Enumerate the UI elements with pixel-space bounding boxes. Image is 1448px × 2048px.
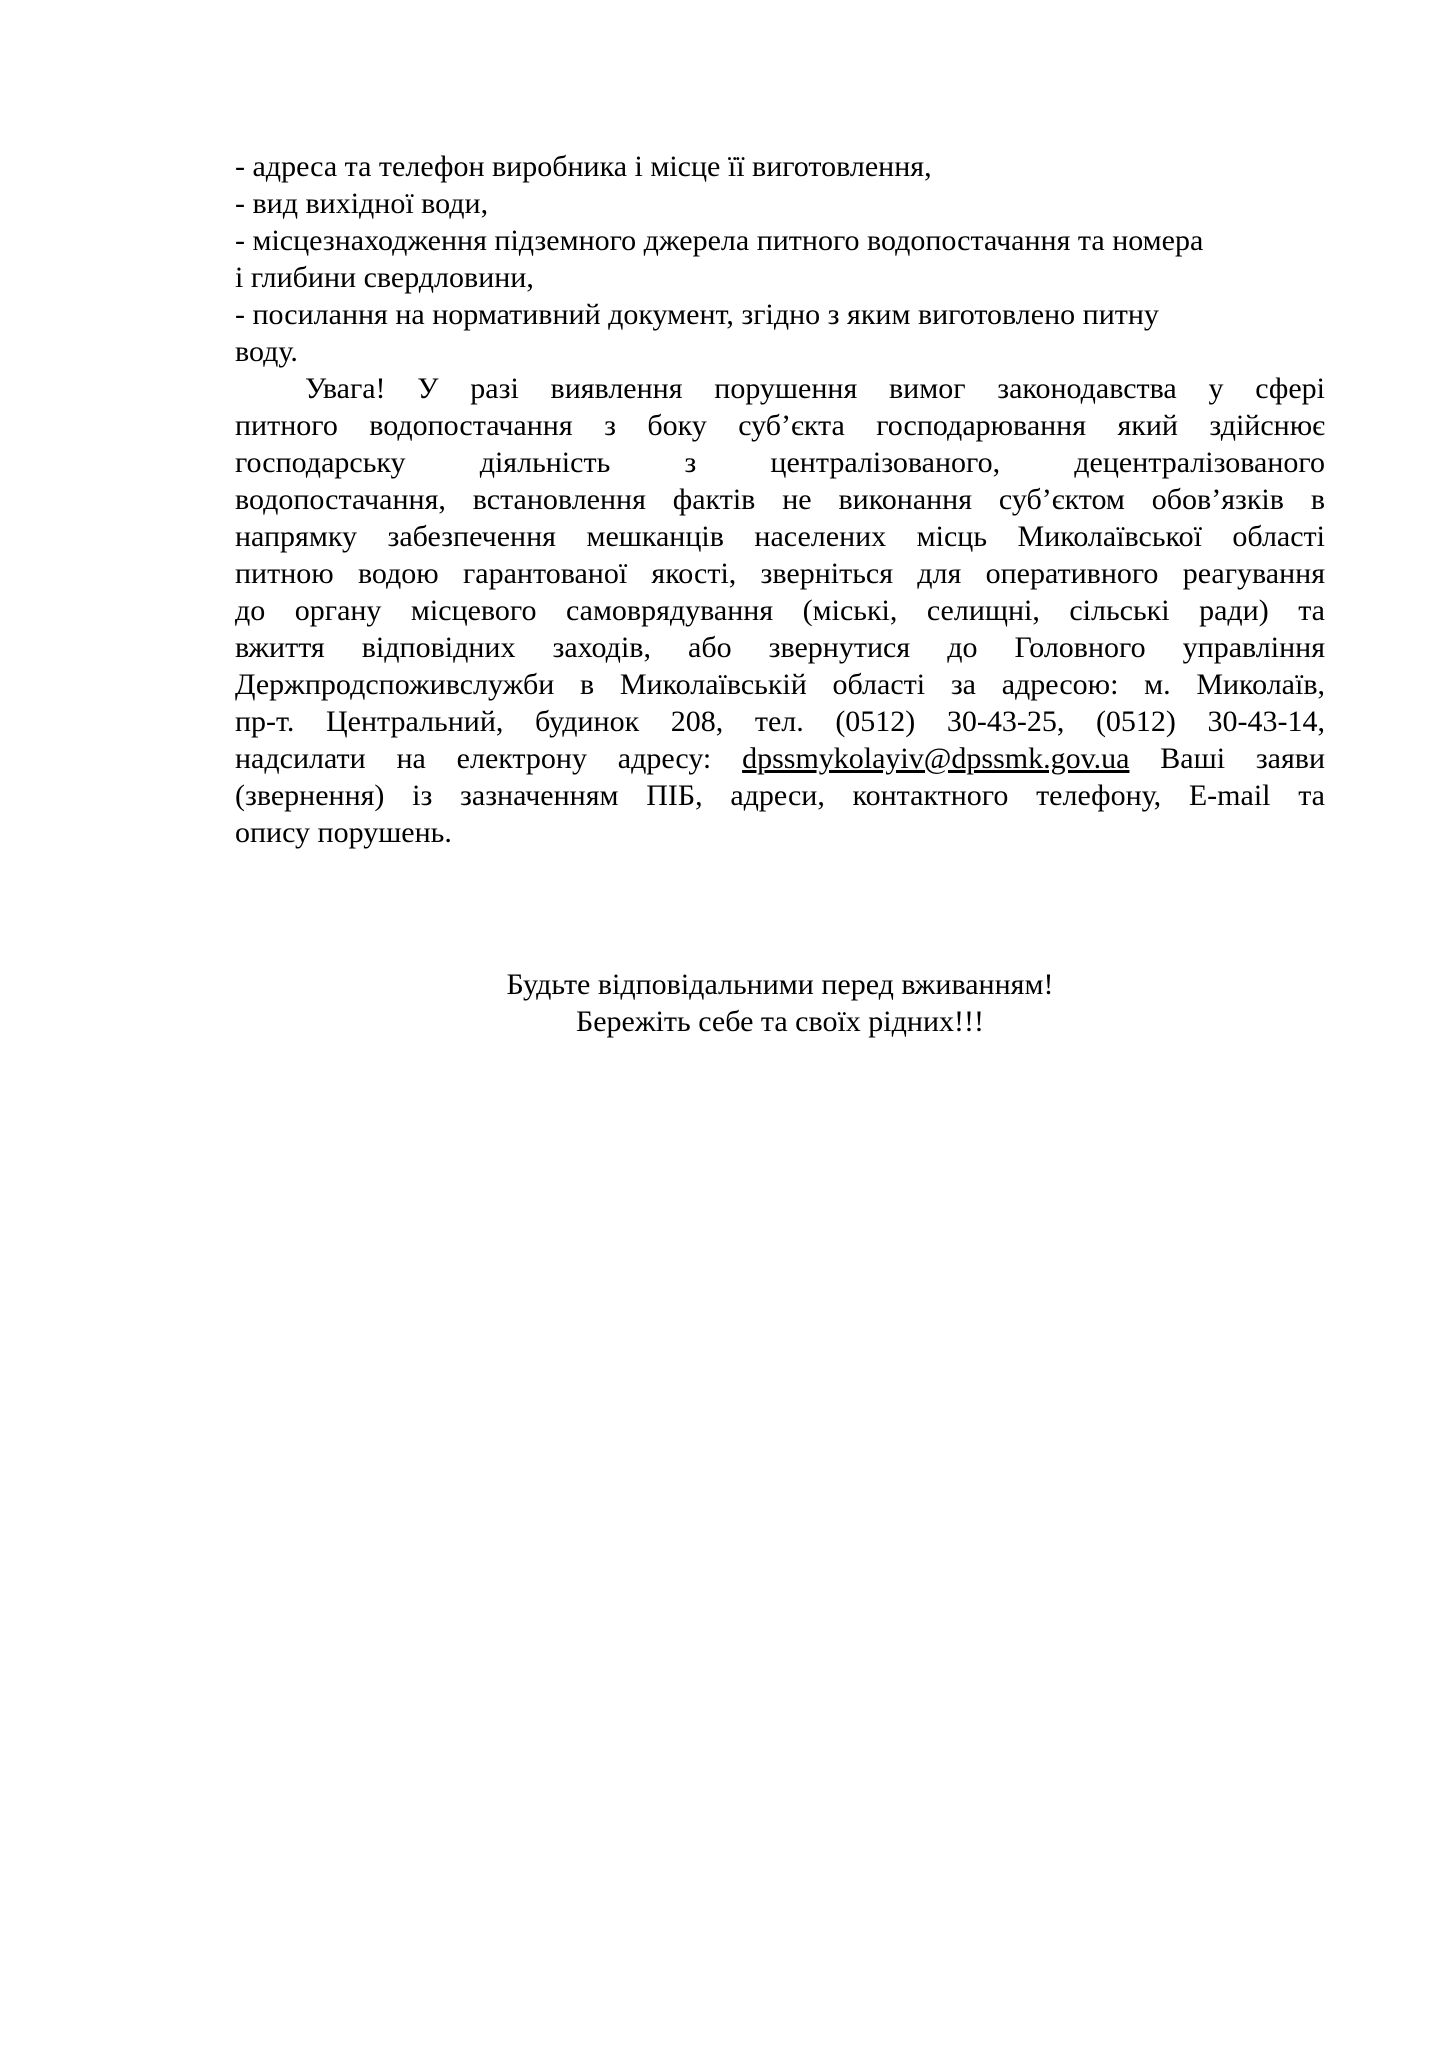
paragraph-line: питного водопостачання з боку суб’єкта господарювання який здійснює [235,409,1325,442]
list-line-source-water-type: - вид вихідної води, [235,187,489,220]
paragraph-line: вжиття відповідних заходів, або звернутися до Головного управління [235,631,1325,664]
paragraph-line: (звернення) із зазначенням ПІБ, адреси, контактного телефону, E-mail та [235,779,1325,812]
list-line-normative-document-end: воду. [235,335,298,368]
paragraph-line-email [235,740,1325,777]
attention-paragraph [235,370,1325,851]
paragraph-last-line: опису порушень. [235,816,452,849]
list-line-producer-address: - адреса та телефон виробника і місце її виготовлення, [235,150,932,183]
email-line-prefix: надсилати на електрону адресу: [235,742,712,775]
closing-line-responsibility: Будьте відповідальними перед вживанням! [506,968,1054,1001]
paragraph-line: питною водою гарантованої якості, зверніться для оперативного реагування [235,557,1325,590]
paragraph-line: водопостачання, встановлення фактів не виконання суб’єктом обов’язків в [235,483,1325,516]
closing-appeal [235,966,1325,1040]
list-line-well-location: - місцезнаходження підземного джерела питного водопостачання та номера [235,224,1204,257]
email-line-suffix: Ваші заяви [1160,742,1326,775]
list-line-well-depth: і глибини свердловини, [235,261,534,294]
list-line-normative-document: - посилання на нормативний документ, згідно з яким виготовлено питну [235,298,1159,331]
closing-line-take-care: Бережіть себе та своїх рідних!!! [576,1005,984,1038]
paragraph-line: Увага! У разі виявлення порушення вимог законодавства у сфері [305,372,1325,405]
email-address-link[interactable]: dpssmykolayiv@dpssmk.gov.ua [742,742,1130,775]
paragraph-line: напрямку забезпечення мешканців населених місць Миколаївської області [235,520,1325,553]
paragraph-line: Держпродспоживслужби в Миколаївській області за адресою: м. Миколаїв, [235,668,1325,701]
paragraph-line: до органу місцевого самоврядування (міські, селищні, сільські ради) та [235,594,1325,627]
paragraph-line: господарську діяльність з централізованого, децентралізованого [235,446,1325,479]
paragraph-line: пр-т. Центральний, будинок 208, тел. (0512) 30-43-25, (0512) 30-43-14, [235,705,1325,738]
